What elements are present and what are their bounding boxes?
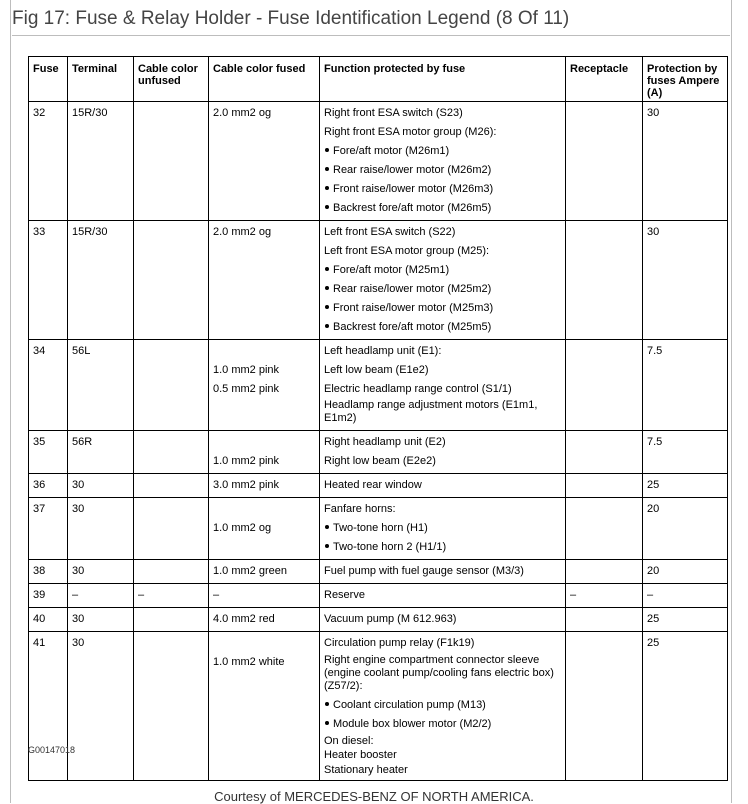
receptacle xyxy=(566,608,643,632)
function-line: Right low beam (E2e2) xyxy=(324,455,436,467)
header-ampere: Protection by fuses Ampere (A) xyxy=(643,57,728,102)
fuse-number: 34 xyxy=(29,340,68,431)
bullet-icon xyxy=(325,205,329,209)
function-line: Fanfare horns: xyxy=(324,503,396,515)
terminal: 56R xyxy=(68,431,134,474)
function-cell xyxy=(320,584,566,608)
bullet-icon xyxy=(325,721,329,725)
bullet-icon xyxy=(325,544,329,548)
ampere: 25 xyxy=(643,608,728,632)
function-line: Heater booster xyxy=(324,749,397,761)
function-cell xyxy=(320,221,566,340)
terminal: 30 xyxy=(68,632,134,781)
table-row xyxy=(29,560,728,584)
function-item: Front raise/lower motor (M26m3) xyxy=(324,180,561,199)
ampere: 7.5 xyxy=(643,340,728,431)
cable-fused-value: 1.0 mm2 pink xyxy=(213,364,280,376)
function-cell xyxy=(320,340,566,431)
bullet-icon xyxy=(325,324,329,328)
function-line: Left front ESA motor group (M25): xyxy=(324,245,490,257)
cable-fused-value: 1.0 mm2 pink xyxy=(213,455,280,467)
cable-unfused xyxy=(134,498,209,560)
fuse-number: 40 xyxy=(29,608,68,632)
ampere: 30 xyxy=(643,221,728,340)
bullet-icon xyxy=(325,148,329,152)
table-row xyxy=(29,608,728,632)
cable-unfused xyxy=(134,560,209,584)
fuse-number: 33 xyxy=(29,221,68,340)
cable-fused xyxy=(209,498,320,560)
table-row xyxy=(29,498,728,560)
cable-unfused xyxy=(134,102,209,221)
fuse-number: 35 xyxy=(29,431,68,474)
ampere: 25 xyxy=(643,632,728,781)
receptacle xyxy=(566,221,643,340)
function-item: Rear raise/lower motor (M25m2) xyxy=(324,280,561,299)
function-cell xyxy=(320,498,566,560)
table-header-row xyxy=(29,57,728,102)
cable-unfused xyxy=(134,474,209,498)
bullet-icon xyxy=(325,286,329,290)
function-cell xyxy=(320,560,566,584)
bullet-icon xyxy=(325,305,329,309)
fuse-legend-table xyxy=(28,56,728,781)
title-divider xyxy=(12,35,730,36)
cable-fused-value: 1.0 mm2 white xyxy=(213,656,285,668)
ampere: 25 xyxy=(643,474,728,498)
fuse-number: 37 xyxy=(29,498,68,560)
header-terminal: Terminal xyxy=(68,57,134,102)
function-cell xyxy=(320,431,566,474)
cable-unfused xyxy=(134,431,209,474)
header-function: Function protected by fuse xyxy=(320,57,566,102)
table-row xyxy=(29,340,728,431)
function-line: Left low beam (E1e2) xyxy=(324,364,429,376)
fuse-number: 38 xyxy=(29,560,68,584)
receptacle: – xyxy=(566,584,643,608)
receptacle xyxy=(566,431,643,474)
function-line: Reserve xyxy=(324,589,365,601)
ampere: 30 xyxy=(643,102,728,221)
function-cell xyxy=(320,102,566,221)
ampere: 7.5 xyxy=(643,431,728,474)
terminal: 30 xyxy=(68,498,134,560)
cable-fused: 4.0 mm2 red xyxy=(209,608,320,632)
table-row xyxy=(29,102,728,221)
cable-fused-value: 1.0 mm2 og xyxy=(213,522,272,534)
function-item: Rear raise/lower motor (M26m2) xyxy=(324,161,561,180)
ampere: 20 xyxy=(643,560,728,584)
cable-fused: 3.0 mm2 pink xyxy=(209,474,320,498)
terminal: 15R/30 xyxy=(68,102,134,221)
cable-unfused: – xyxy=(134,584,209,608)
function-item: Front raise/lower motor (M25m3) xyxy=(324,299,561,318)
receptacle xyxy=(566,560,643,584)
function-cell xyxy=(320,474,566,498)
bullet-icon xyxy=(325,525,329,529)
function-line: Heated rear window xyxy=(324,479,422,491)
table-row xyxy=(29,474,728,498)
cable-unfused xyxy=(134,221,209,340)
function-item: Two-tone horn 2 (H1/1) xyxy=(324,538,561,557)
receptacle xyxy=(566,340,643,431)
function-line: Headlamp range adjustment motors (E1m1, E1m2) xyxy=(324,399,538,424)
terminal: 30 xyxy=(68,608,134,632)
header-cable-fused: Cable color fused xyxy=(209,57,320,102)
function-line: Right headlamp unit (E2) xyxy=(324,436,446,448)
terminal: 15R/30 xyxy=(68,221,134,340)
terminal: 30 xyxy=(68,560,134,584)
table-row xyxy=(29,632,728,781)
function-item: Coolant circulation pump (M13) xyxy=(324,696,561,715)
function-cell xyxy=(320,608,566,632)
terminal: 30 xyxy=(68,474,134,498)
cable-fused xyxy=(209,340,320,431)
receptacle xyxy=(566,632,643,781)
table-row xyxy=(29,584,728,608)
receptacle xyxy=(566,102,643,221)
function-item: Fore/aft motor (M25m1) xyxy=(324,261,561,280)
cable-fused: 1.0 mm2 green xyxy=(209,560,320,584)
receptacle xyxy=(566,474,643,498)
cable-fused xyxy=(209,632,320,781)
ampere: 20 xyxy=(643,498,728,560)
cable-fused: 2.0 mm2 og xyxy=(209,102,320,221)
function-line: Right engine compartment connector sleeve (engine coolant pump/cooling fans electric box) (Z57/2): xyxy=(324,654,554,692)
function-line: Stationary heater xyxy=(324,764,408,776)
cable-unfused xyxy=(134,608,209,632)
function-line: Electric headlamp range control (S1/1) xyxy=(324,383,512,395)
header-cable-unfused: Cable color unfused xyxy=(134,57,209,102)
table-row xyxy=(29,431,728,474)
table-row xyxy=(29,221,728,340)
fuse-number: 36 xyxy=(29,474,68,498)
bullet-icon xyxy=(325,167,329,171)
cable-unfused xyxy=(134,632,209,781)
function-line: On diesel: xyxy=(324,735,374,747)
function-item: Two-tone horn (H1) xyxy=(324,519,561,538)
cable-fused xyxy=(209,431,320,474)
function-line: Left front ESA switch (S22) xyxy=(324,226,456,238)
figure-code: G00147018 xyxy=(28,745,76,755)
function-item: Module box blower motor (M2/2) xyxy=(324,715,561,734)
ampere: – xyxy=(643,584,728,608)
cable-fused-value: 0.5 mm2 pink xyxy=(213,383,280,395)
function-line: Fuel pump with fuel gauge sensor (M3/3) xyxy=(324,565,524,577)
fuse-number: 41 xyxy=(29,632,68,781)
cable-fused: – xyxy=(209,584,320,608)
function-line: Right front ESA motor group (M26): xyxy=(324,126,497,138)
courtesy-line: Courtesy of MERCEDES-BENZ OF NORTH AMERICA. xyxy=(214,789,534,804)
function-item: Backrest fore/aft motor (M25m5) xyxy=(324,318,561,337)
function-line: Right front ESA switch (S23) xyxy=(324,107,463,119)
cable-fused: 2.0 mm2 og xyxy=(209,221,320,340)
cable-unfused xyxy=(134,340,209,431)
terminal: – xyxy=(68,584,134,608)
header-receptacle: Receptacle xyxy=(566,57,643,102)
bullet-icon xyxy=(325,267,329,271)
bullet-icon xyxy=(325,186,329,190)
function-cell xyxy=(320,632,566,781)
function-line: Left headlamp unit (E1): xyxy=(324,345,442,357)
function-line: Circulation pump relay (F1k19) xyxy=(324,637,475,649)
receptacle xyxy=(566,498,643,560)
bullet-icon xyxy=(325,702,329,706)
function-item: Backrest fore/aft motor (M26m5) xyxy=(324,199,561,218)
fuse-number: 39 xyxy=(29,584,68,608)
function-item: Fore/aft motor (M26m1) xyxy=(324,142,561,161)
fuse-number: 32 xyxy=(29,102,68,221)
header-fuse: Fuse xyxy=(29,57,68,102)
page-title: Fig 17: Fuse & Relay Holder - Fuse Identification Legend (8 Of 11) xyxy=(12,8,570,29)
terminal: 56L xyxy=(68,340,134,431)
function-line: Vacuum pump (M 612.963) xyxy=(324,613,457,625)
